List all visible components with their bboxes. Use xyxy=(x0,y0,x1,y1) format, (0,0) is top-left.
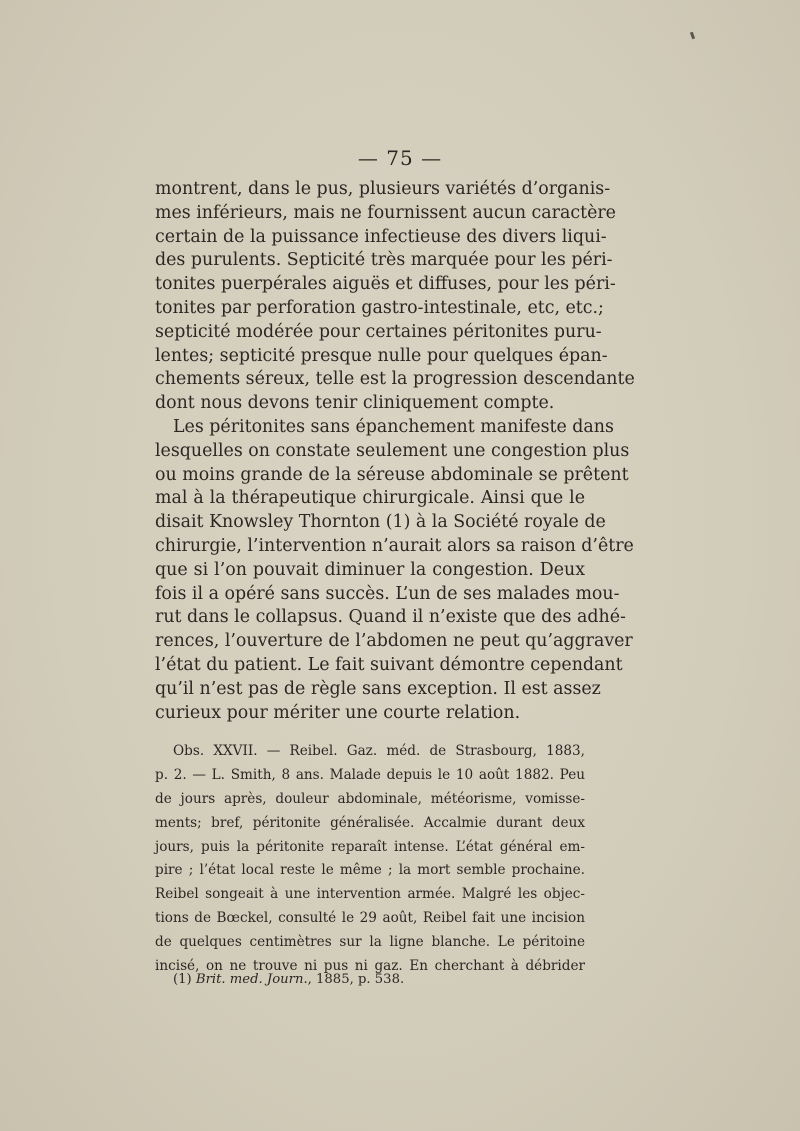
obs-line: de quelques centimètres sur la ligne blanche. Le péritoine xyxy=(155,934,585,951)
obs-line: tions de Bœckel, consulté le 29 août, Reibel fait une incision xyxy=(155,910,585,927)
text-line: curieux pour mériter une courte relation. xyxy=(155,702,521,723)
text-line: fois il a opéré sans succès. L’un de ses malades mou- xyxy=(155,583,620,604)
text-line: que si l’on pouvait diminuer la congestion. Deux xyxy=(155,559,585,580)
text-line: disait Knowsley Thornton (1) à la Société royale de xyxy=(155,512,606,533)
obs-line: de jours après, douleur abdominale, météorisme, vomisse- xyxy=(155,790,585,807)
footnote-source: Brit. med. Journ. xyxy=(195,972,308,987)
text-line: lesquelles on constate seulement une congestion plus xyxy=(155,440,630,461)
footnote xyxy=(173,972,404,987)
text-line: chirurgie, l’intervention n’aurait alors sa raison d’être xyxy=(155,535,634,556)
text-line: qu’il n’est pas de règle sans exception. Il est assez xyxy=(155,678,601,699)
ink-speck xyxy=(690,32,695,40)
obs-line: pire ; l’état local reste le même ; la mort semble prochaine. xyxy=(155,862,585,879)
text-line: montrent, dans le pus, plusieurs variétés d’organis- xyxy=(155,179,611,199)
obs-line: ments; bref, péritonite généralisée. Accalmie durant deux xyxy=(155,814,585,831)
text-line: tonites puerpérales aiguës et diffuses, pour les péri- xyxy=(155,274,616,295)
obs-line: p. 2. — L. Smith, 8 ans. Malade depuis le 10 août 1882. Peu xyxy=(155,766,585,783)
text-line: tonites par perforation gastro-intestinale, etc, etc.; xyxy=(155,297,604,318)
text-line: mal à la thérapeutique chirurgicale. Ainsi que le xyxy=(155,488,585,509)
text-line: ou moins grande de la séreuse abdominale se prêtent xyxy=(155,464,629,485)
text-line: lentes; septicité presque nulle pour quelques épan- xyxy=(155,345,608,366)
obs-line: Obs. XXVII. — Reibel. Gaz. méd. de Strasbourg, 1883, xyxy=(173,743,585,759)
text-line: septicité modérée pour certaines péritonites puru- xyxy=(155,321,602,342)
text-line: mes inférieurs, mais ne fournissent aucun caractère xyxy=(155,202,616,223)
text-line: rut dans le collapsus. Quand il n’existe que des adhé- xyxy=(155,607,626,628)
text-line: certain de la puissance infectieuse des divers liqui- xyxy=(155,226,607,247)
text-line: l’état du patient. Le fait suivant démontre cependant xyxy=(155,654,623,675)
text-line: des purulents. Septicité très marquée pour les péri- xyxy=(155,250,613,271)
footnote-marker: (1) xyxy=(173,972,192,987)
obs-line: incisé, on ne trouve ni pus ni gaz. En cherchant à débrider xyxy=(155,958,585,975)
text-line: rences, l’ouverture de l’abdomen ne peut qu’aggraver xyxy=(155,631,633,652)
obs-line: jours, puis la péritonite reparaît intense. L’état général em- xyxy=(155,838,585,855)
text-line: Les péritonites sans épanchement manifeste dans xyxy=(173,416,614,437)
text-line: dont nous devons tenir cliniquement compte. xyxy=(155,393,555,414)
main-text xyxy=(155,178,635,725)
observation-block xyxy=(155,740,585,979)
obs-line: Reibel songeait à une intervention armée. Malgré les objec- xyxy=(155,886,585,903)
footnote-rest: , 1885, p. 538. xyxy=(307,972,405,987)
page-number: — 75 — xyxy=(357,146,443,170)
text-line: chements séreux, telle est la progression descendante xyxy=(155,369,635,390)
